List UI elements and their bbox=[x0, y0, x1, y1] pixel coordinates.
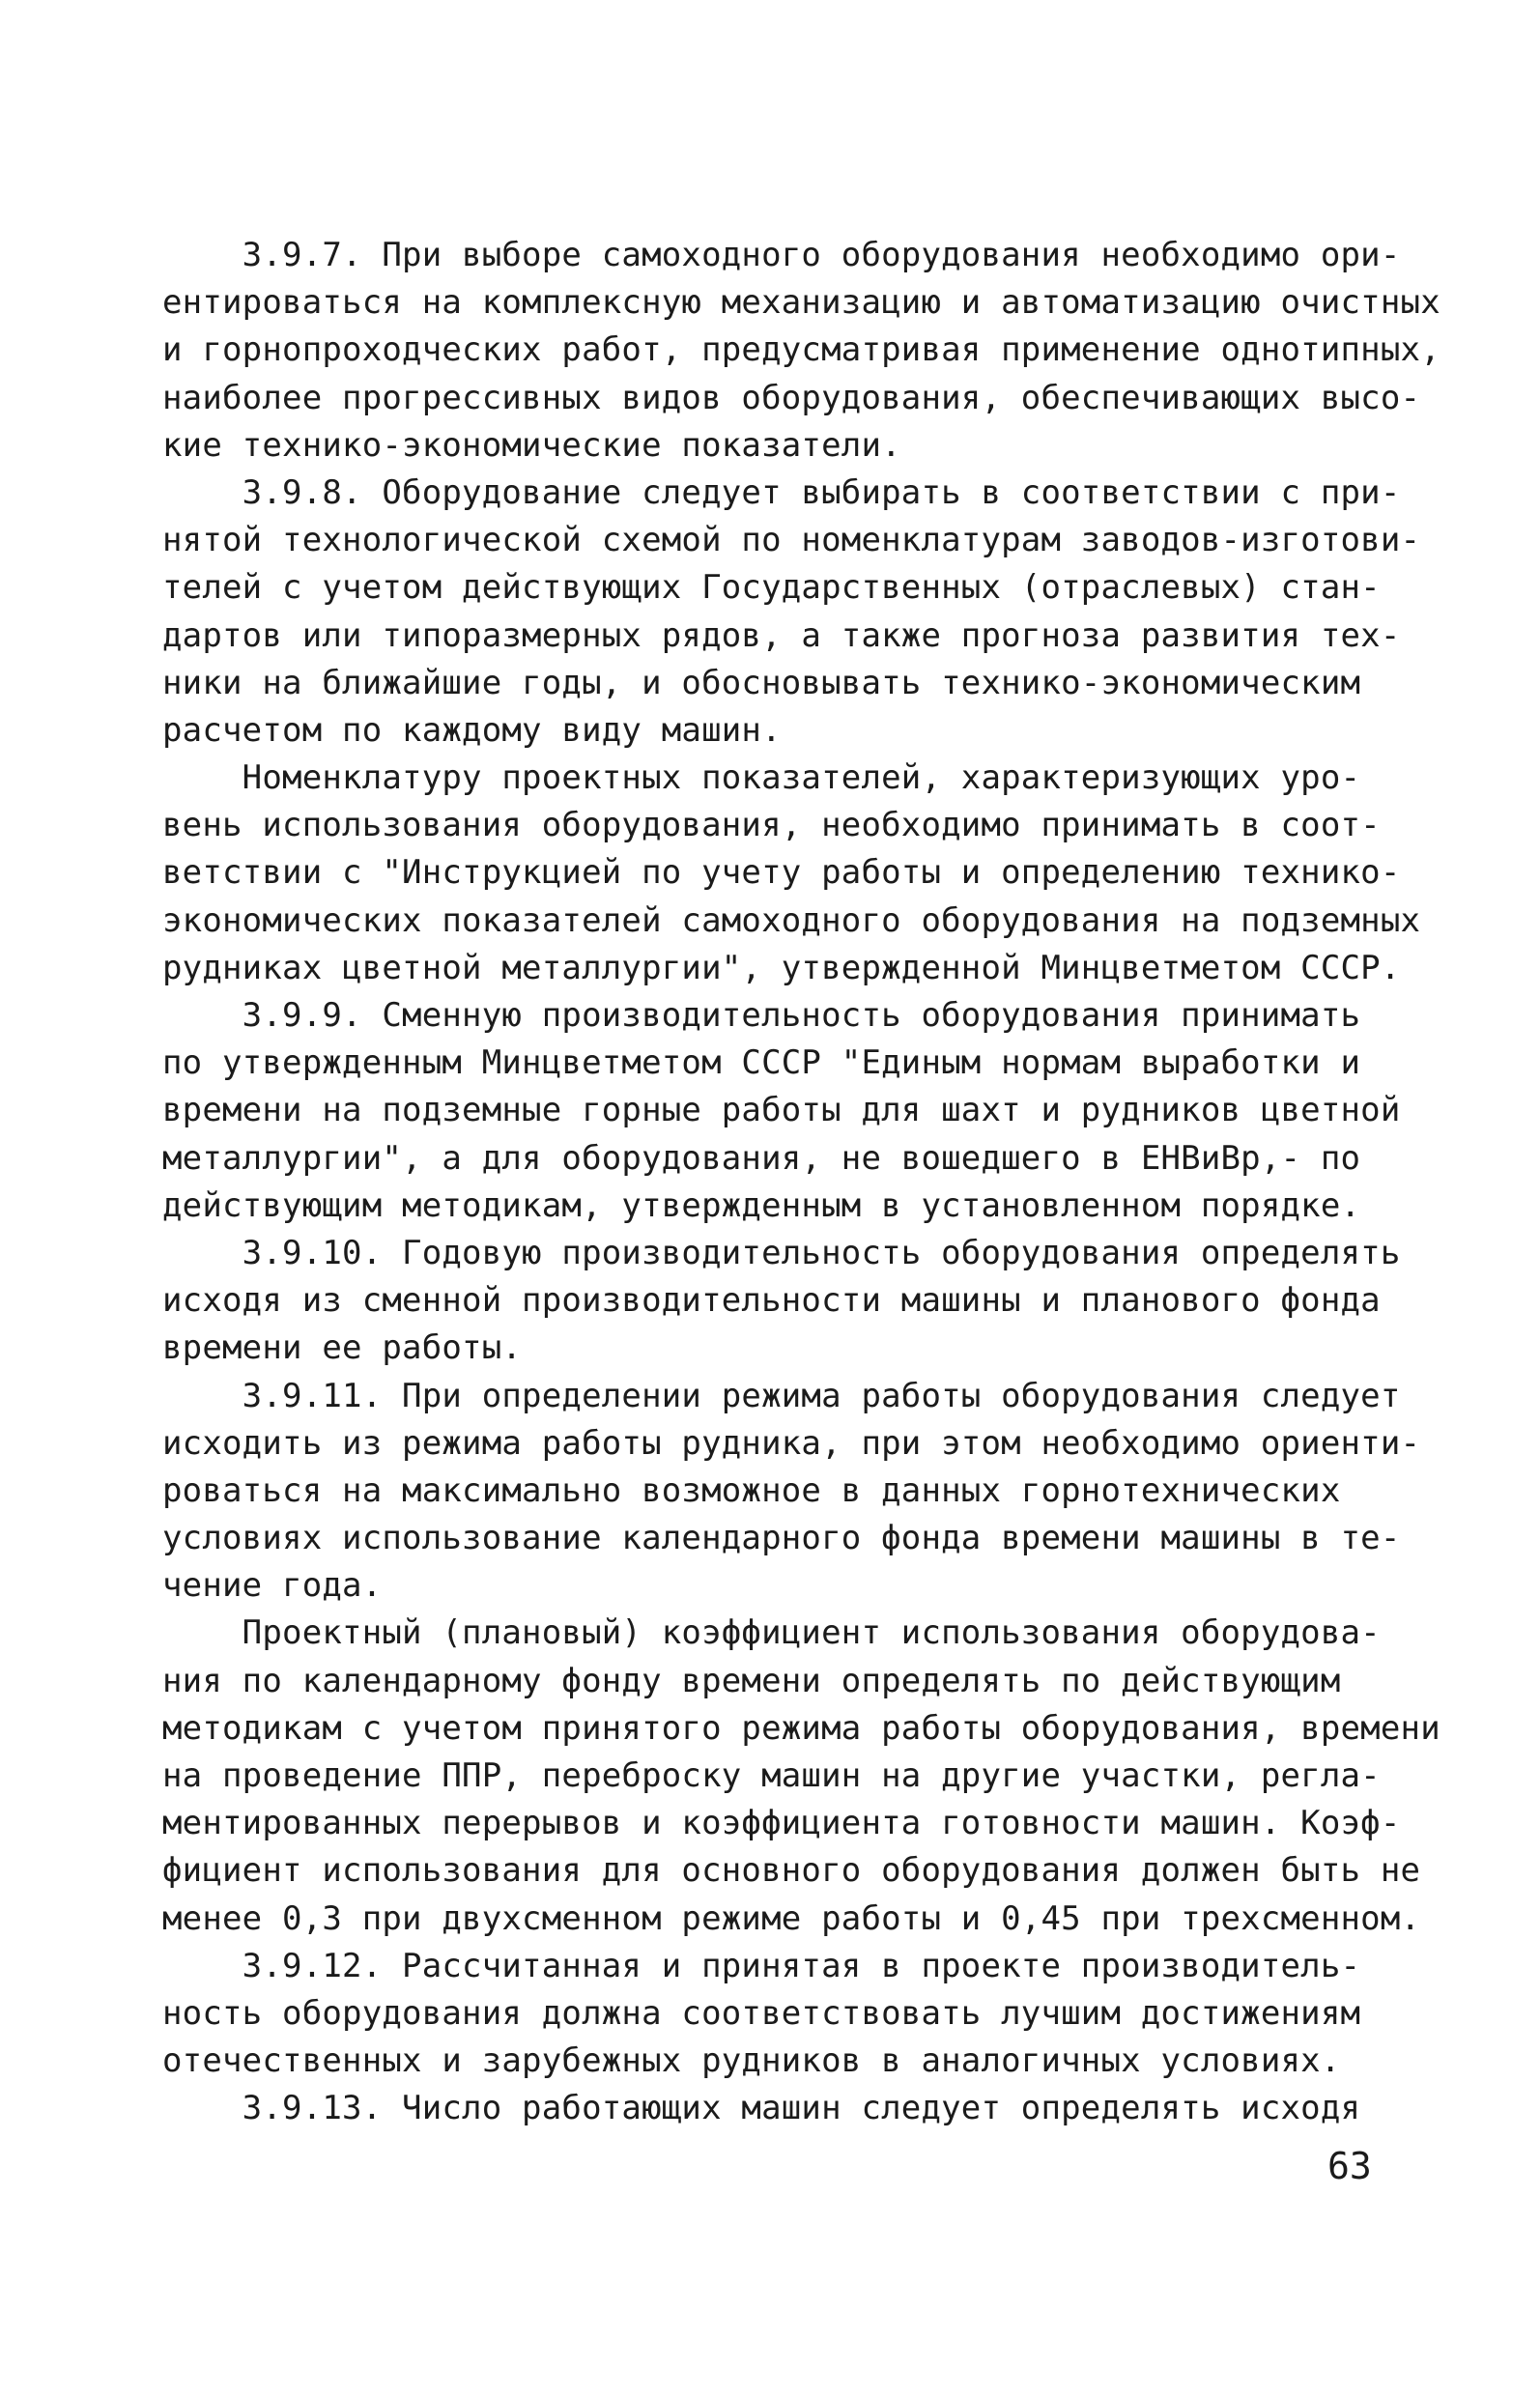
text-line: ники на ближайшие годы, и обосновывать технико-экономическим bbox=[162, 663, 1361, 702]
text-line: 3.9.8. Оборудование следует выбирать в соответствии с при- bbox=[162, 472, 1401, 512]
text-line: Проектный (плановый) коэффициент использования оборудова- bbox=[162, 1613, 1381, 1653]
page-number: 63 bbox=[1327, 2145, 1372, 2187]
text-line: ность оборудования должна соответствовать лучшим достижениям bbox=[162, 1993, 1361, 2033]
text-line: условиях использование календарного фонда времени машины в те- bbox=[162, 1519, 1401, 1558]
text-line: экономических показателей самоходного оборудования на подземных bbox=[162, 900, 1421, 940]
text-line: 3.9.9. Сменную производительность оборудования принимать bbox=[162, 996, 1361, 1035]
text-line: ентироваться на комплексную механизацию и автоматизацию очистных bbox=[162, 283, 1440, 323]
text-line: 3.9.13. Число работающих машин следует определять исходя bbox=[162, 2089, 1361, 2128]
text-line: вень использования оборудования, необходимо принимать в соот- bbox=[162, 806, 1381, 845]
text-line: на проведение ППР, переброску машин на другие участки, регла- bbox=[162, 1756, 1381, 1795]
text-line: 3.9.7. При выборе самоходного оборудования необходимо ори- bbox=[162, 236, 1401, 274]
text-line: ния по календарному фонду времени определять по действующим bbox=[162, 1661, 1341, 1700]
text-line: исходить из режима работы рудника, при этом необходимо ориенти- bbox=[162, 1423, 1421, 1463]
text-line: рудниках цветной металлургии", утвержденной Минцветметом СССР. bbox=[162, 948, 1401, 987]
text-line: наиболее прогрессивных видов оборудования, обеспечивающих высо- bbox=[162, 378, 1421, 417]
text-line: 3.9.12. Рассчитанная и принятая в проекте производитель- bbox=[162, 1946, 1361, 1985]
text-line: 3.9.11. При определении режима работы оборудования следует bbox=[162, 1376, 1401, 1415]
text-line: кие технико-экономические показатели. bbox=[162, 425, 901, 465]
text-line: менее 0,3 при двухсменном режиме работы и 0,45 при трехсменном. bbox=[162, 1898, 1421, 1938]
text-line: ветствии с "Инструкцией по учету работы и определению технико- bbox=[162, 853, 1401, 893]
text-line: действующим методикам, утвержденным в установленном порядке. bbox=[162, 1185, 1361, 1225]
text-line: нятой технологической схемой по номенклатурам заводов-изготови- bbox=[162, 521, 1421, 560]
text-line: металлургии", а для оборудования, не вошедшего в ЕНВиВр,- по bbox=[162, 1138, 1361, 1178]
text-line: 3.9.10. Годовую производительность оборудования определять bbox=[162, 1233, 1401, 1272]
text-line: отечественных и зарубежных рудников в аналогичных условиях. bbox=[162, 2041, 1341, 2081]
text-line: Номенклатуру проектных показателей, характеризующих уро- bbox=[162, 758, 1361, 798]
body-text bbox=[162, 232, 1440, 2133]
text-line: фициент использования для основного оборудования должен быть не bbox=[162, 1851, 1421, 1891]
text-line: времени ее работы. bbox=[162, 1328, 523, 1368]
text-line: методикам с учетом принятого режима работы оборудования, времени bbox=[162, 1708, 1440, 1748]
text-line: роваться на максимально возможное в данных горнотехнических bbox=[162, 1470, 1341, 1510]
text-line: расчетом по каждому виду машин. bbox=[162, 710, 782, 750]
text-line: времени на подземные горные работы для шахт и рудников цветной bbox=[162, 1091, 1401, 1130]
text-line: ментированных перерывов и коэффициента готовности машин. Коэф- bbox=[162, 1804, 1401, 1843]
text-line: дартов или типоразмерных рядов, а также прогноза развития тех- bbox=[162, 615, 1401, 655]
text-line: чение года. bbox=[162, 1566, 383, 1606]
text-line: по утвержденным Минцветметом СССР "Единым нормам выработки и bbox=[162, 1043, 1361, 1083]
text-line: и горнопроходческих работ, предусматривая применение однотипных, bbox=[162, 330, 1440, 370]
text-line: телей с учетом действующих Государственных (отраслевых) стан- bbox=[162, 568, 1381, 608]
text-line: исходя из сменной производительности машины и планового фонда bbox=[162, 1281, 1381, 1321]
